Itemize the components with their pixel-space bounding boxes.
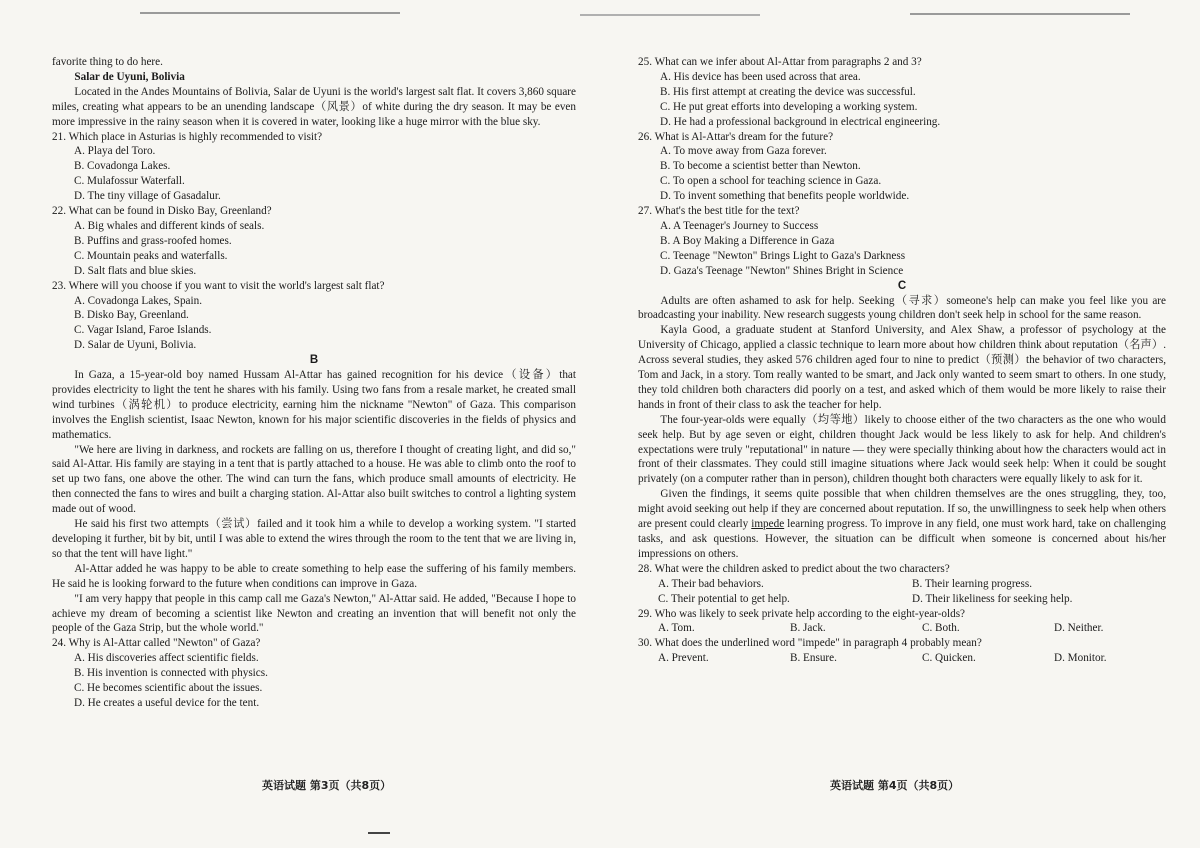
answer-option: B. A Boy Making a Difference in Gaza (660, 234, 835, 247)
answer-option: D. Salt flats and blue skies. (74, 264, 197, 277)
answer-option: B. Their learning progress. (912, 577, 1033, 590)
question-stem: 28. What were the children asked to predict about the two characters? (638, 562, 950, 575)
answer-option: C. Both. (922, 622, 960, 635)
question-stem: 23. Where will you choose if you want to visit the world's largest salt flat? (52, 279, 385, 292)
question-stem: 26. What is Al-Attar's dream for the future? (638, 130, 834, 143)
answer-option: D. He had a professional background in electrical engineering. (660, 115, 941, 128)
answer-option: A. To move away from Gaza forever. (660, 145, 827, 158)
answer-option: B. Jack. (790, 622, 826, 635)
passage-paragraph: He said his first two attempts（尝试）failed and it took him a while to develop a working system. "I started developing it further, bit by bit, until I was able to extend the wires through the room to the tent that we are living in, so that the tent will have light." (52, 518, 576, 560)
section-heading: Salar de Uyuni, Bolivia (74, 70, 185, 83)
answer-options-row (638, 651, 1166, 666)
answer-options-row (638, 592, 1166, 607)
answer-option: D. Neither. (1054, 622, 1104, 635)
passage-paragraph: The four-year-olds were equally（均等地）likely to choose either of the two characters as the one who would seek help. But by age seven or eight, children thought Jack would be less likely to ask for help. And children's expectations were truly "reputational" in nature — they were specially thinking about how the characters would act in front of their classmates. They could still imagine situations where Jack would seek help: When it could be sought privately (on a computer rather than in person), children thought both characters were equally likely to ask for it. (638, 413, 1166, 486)
answer-option: D. Salar de Uyuni, Bolivia. (74, 339, 197, 352)
answer-option: D. Gaza's Teenage "Newton" Shines Bright in Science (660, 264, 904, 277)
question-stem: 24. Why is Al-Attar called "Newton" of Gaza? (52, 637, 261, 650)
answer-option: B. Puffins and grass-roofed homes. (74, 234, 232, 247)
underlined-word: impede (751, 518, 785, 531)
passage-paragraph: Located in the Andes Mountains of Bolivia, Salar de Uyuni is the world's largest salt flat. It covers 3,860 square miles, creating what appears to be an unending landscape（风景）of white during the dry season. It may be even more impressive in the rainy season when it is covered in water, looking like a huge mirror with the blue sky. (52, 85, 576, 128)
scan-artifact-line (140, 12, 400, 14)
answer-option: A. Covadonga Lakes, Spain. (74, 294, 203, 307)
passage-paragraph: "We here are living in darkness, and rockets are falling on us, therefore I thought of creating light, and did so," said Al-Attar. His family are staying in a tent that is partly attached to a house. He was able to climb onto the roof to set up two fans, one above the other. The wind can turn the fans, which produce small amounts of electricity. He then connected the fans to wires and built a charging station. Al-Attar also built switches to control a lighting system made out of wood. (52, 443, 576, 516)
answer-option: A. His device has been used across that area. (660, 70, 861, 83)
right-page-column (638, 55, 1166, 778)
answer-option: C. He becomes scientific about the issues. (74, 682, 263, 695)
answer-option: B. Covadonga Lakes. (74, 160, 171, 173)
passage-paragraph: Al-Attar added he was happy to be able to create something to help ease the suffering of his family members. He said he is looking forward to the future when conditions can improve in Gaza. (52, 562, 576, 590)
answer-option: C. Mulafossur Waterfall. (74, 175, 185, 188)
right-page-footer: 英语试题 第4页（共8页） (830, 779, 960, 792)
answer-option: C. Vagar Island, Faroe Islands. (74, 324, 212, 337)
answer-option: C. Teenage "Newton" Brings Light to Gaza's Darkness (660, 249, 906, 262)
question-stem: 29. Who was likely to seek private help according to the eight-year-olds? (638, 607, 966, 620)
left-page-footer: 英语试题 第3页（共8页） (262, 779, 392, 792)
answer-option: A. Big whales and different kinds of seals. (74, 219, 265, 232)
answer-option: B. His invention is connected with physics. (74, 667, 268, 680)
answer-option: A. A Teenager's Journey to Success (660, 219, 819, 232)
passage-letter: B (309, 354, 319, 367)
passage-paragraph: favorite thing to do here. (52, 56, 163, 68)
answer-option: B. Ensure. (790, 652, 837, 665)
passage-paragraph: Given the findings, it seems quite possible that when children themselves are the ones struggling, they, too, might avoid seeking out help if they are concerned about reputation. If so, the unwillingness to seek help when others are present could clearly impede learning progress. To improve in any field, one must work hard, take on challenging tasks, and ask questions. However, the situation can be difficult when someone is concerned about his/her impressions on others. (638, 488, 1166, 560)
answer-option: A. Prevent. (658, 652, 709, 665)
question-stem: 21. Which place in Asturias is highly recommended to visit? (52, 130, 323, 143)
answer-option: B. His first attempt at creating the device was successful. (660, 85, 916, 98)
answer-option: C. To open a school for teaching science in Gaza. (660, 175, 882, 188)
answer-option: A. Tom. (658, 622, 695, 635)
answer-option: C. Their potential to get help. (658, 592, 790, 605)
answer-option: D. Their likeliness for seeking help. (912, 592, 1073, 605)
scan-artifact-line (910, 13, 1130, 15)
answer-option: C. He put great efforts into developing a working system. (660, 100, 918, 113)
answer-option: A. His discoveries affect scientific fields. (74, 652, 259, 665)
question-stem: 25. What can we infer about Al-Attar from paragraphs 2 and 3? (638, 56, 922, 68)
passage-paragraph: "I am very happy that people in this camp call me Gaza's Newton," Al-Attar said. He added, "Because I hope to achieve my dream of becoming a scientist like Newton and creating an invention that will benefit not only the people of the Gaza Strip, but the whole world." (52, 592, 576, 635)
question-stem: 30. What does the underlined word "impede" in paragraph 4 probably mean? (638, 637, 982, 650)
passage-letter: C (897, 279, 907, 292)
answer-option: D. He creates a useful device for the tent. (74, 696, 260, 709)
left-page-column (52, 55, 576, 778)
scan-artifact-line (580, 14, 760, 16)
question-stem: 27. What's the best title for the text? (638, 205, 800, 218)
answer-option: B. To become a scientist better than Newton. (660, 160, 861, 173)
answer-option: B. Disko Bay, Greenland. (74, 309, 189, 322)
question-stem: 22. What can be found in Disko Bay, Greenland? (52, 205, 272, 218)
answer-option: D. To invent something that benefits people worldwide. (660, 190, 910, 203)
answer-options-row (638, 577, 1166, 592)
answer-options-row (638, 621, 1166, 636)
answer-option: A. Playa del Toro. (74, 145, 156, 158)
scan-artifact-mark (368, 832, 390, 834)
passage-paragraph: Kayla Good, a graduate student at Stanford University, and Alex Shaw, a professor of psychology at the University of Chicago, applied a classic technique to learn more about how children think about reputation（名声）. Across several studies, they asked 576 children aged four to nine to predict（预测）the behavior of two characters, Tom and Jack, in a story. Tom really wanted to be smart, and Jack only wanted to seem smart to others. In one study, they told children both characters did poorly on a test, and asked which of them would be more likely to raise their hands in front of their class to ask the teacher for help. (638, 324, 1166, 411)
answer-option: D. Monitor. (1054, 652, 1107, 665)
passage-paragraph: Adults are often ashamed to ask for help. Seeking（寻求）someone's help can make you feel like you are broadcasting your inability. New research suggests young children don't seek help in school for the same reason. (638, 294, 1166, 322)
answer-option: A. Their bad behaviors. (658, 577, 764, 590)
answer-option: D. The tiny village of Gasadalur. (74, 190, 221, 203)
passage-paragraph: In Gaza, a 15-year-old boy named Hussam Al-Attar has gained recognition for his device（设备）that provides electricity to light the tent he shares with his family. Using two fans from a resale market, he created small wind turbines（涡轮机）to produce electricity, earning him the nickname "Newton" of Gaza. This comparison involves the English scientist, Isaac Newton, known for his major scientific discoveries in the fields of physics and mathematics. (52, 369, 576, 441)
answer-option: C. Quicken. (922, 652, 976, 665)
answer-option: C. Mountain peaks and waterfalls. (74, 249, 228, 262)
